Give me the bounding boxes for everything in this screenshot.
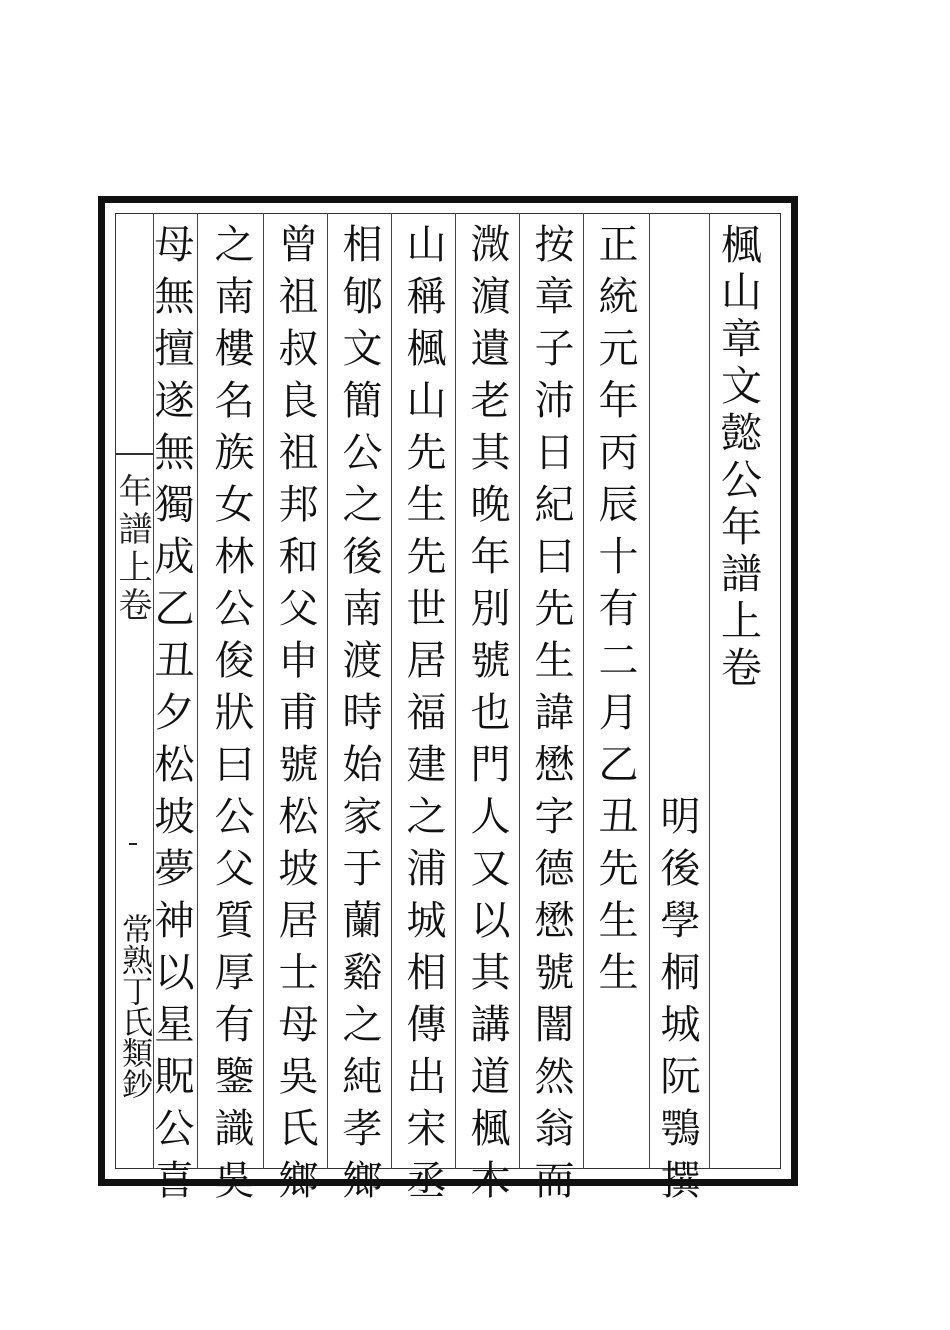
page-frame [98,196,798,1211]
text-column-2: 按章子沛日紀曰先生諱懋字德懋號闇然翁而 [528,223,574,1211]
text-column-8: 母無擅遂無獨成乙丑夕松坡夢神以星貺公喜 [148,223,194,1211]
text-column-7: 之南樓名族女林公俊狀曰公父質厚有鑒識吳 [208,223,254,1211]
text-column-1: 正統元年丙辰十有二月乙丑先生生 [592,223,638,1003]
column-rule [327,213,328,1169]
column-rule [263,213,264,1169]
column-rule [197,213,198,1169]
column-rule [391,213,392,1169]
fold-edge-press: 常熟丁氏類鈔 [116,913,152,1099]
page-title: 楓山章文懿公年譜上卷 [714,223,762,693]
column-rule [455,213,456,1169]
column-rule [649,213,650,1169]
fold-edge-bar [129,843,137,845]
column-rule [709,213,710,1169]
text-column-5: 相郇文簡公之後南渡時始家于蘭谿之純孝鄉 [336,223,382,1211]
column-rule [519,213,520,1169]
fold-edge-label: 年譜上卷 [112,473,152,625]
text-column-4: 山稱楓山先生先世居福建之浦城相傳出宋丞 [400,223,446,1211]
text-column-3: 溦濵遺老其晚年別號也門人又以其講道楓木 [464,223,510,1211]
column-rule [583,213,584,1169]
author-line: 明後學桐城阮鶚撰 [654,795,700,1211]
text-column-6: 曾祖叔良祖邦和父申甫號松坡居士母吳氏鄉 [272,223,318,1211]
